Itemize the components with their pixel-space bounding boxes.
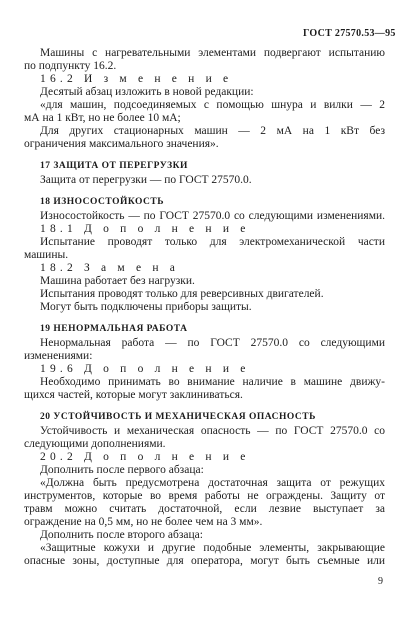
section-heading: 17 ЗАЩИТА ОТ ПЕРЕГРУЗКИ [40,161,188,171]
text-line: Защита от перегрузки — по ГОСТ 27570.0. [40,174,252,186]
text-line: «Защитные кожухи и другие подобные элементы, закрывающие [40,542,385,554]
section-heading: 18 ИЗНОСОСТОЙКОСТЬ [40,197,165,207]
text-line: Износостойкость — по ГОСТ 27570.0 со следующими изменениями. [40,210,385,222]
text-line: ограждение на 0,5 мм, но не более чем на 3 мм». [24,516,263,528]
text-line: мА на 1 кВт, но не более 10 мА; [24,112,181,124]
text-line: по подпункту 16.2. [24,60,117,72]
text-line: Дополнить после второго абзаца: [40,529,203,541]
subsection-heading: 20.2 Д о п о л н е н и е [40,451,250,463]
text-line: инструментов, которые во время работы не ограждены. Защиту от [24,490,385,502]
text-line: травм можно считать достаточной, если лезвие выступает за [24,503,385,515]
text-line: «Должна быть предусмотрена достаточная защита от режущих [40,477,385,489]
text-line: следующими дополнениями. [24,438,166,450]
subsection-heading: 18.1 Д о п о л н е н и е [40,223,250,235]
text-line: Необходимо принимать во внимание наличие в машине движу- [40,376,385,388]
document-header: ГОСТ 27570.53—95 [303,28,396,39]
text-line: Десятый абзац изложить в новой редакции: [40,86,254,98]
text-line: Испытания проводят только для реверсивных двигателей. [40,288,324,300]
section-heading: 19 НЕНОРМАЛЬНАЯ РАБОТА [40,324,188,334]
text-line: изменениями: [24,350,93,362]
text-line: Дополнить после первого абзаца: [40,464,204,476]
text-line: щихся частей, которые могут заклиниваться. [24,389,243,401]
text-line: Для других стационарных машин — 2 мА на 1 кВт без [40,125,385,137]
text-line: опасные зоны, доступные для оператора, могут быть съемные или [24,555,385,567]
text-line: Устойчивость и механическая опасность — по ГОСТ 27570.0 со [40,425,385,437]
text-line: Машина работает без нагрузки. [40,275,195,287]
text-line: ограничения максимального значения». [24,138,219,150]
page-number: 9 [378,576,383,587]
text-line: «для машин, подсоединяемых с помощью шнура и вилки — 2 [40,99,385,111]
subsection-heading: 18.2 З а м е н а [40,262,180,274]
subsection-heading: 19.6 Д о п о л н е н и е [40,363,250,375]
text-line: Испытание проводят только для электромеханической части [40,236,385,248]
text-line: Ненормальная работа — по ГОСТ 27570.0 со следующими [40,337,385,349]
section-heading: 20 УСТОЙЧИВОСТЬ И МЕХАНИЧЕСКАЯ ОПАСНОСТЬ [40,412,316,422]
text-line: Могут быть подключены приборы защиты. [40,301,252,313]
text-line: машины. [24,249,69,261]
text-line: Машины с нагревательными элементами подвергают испытанию [40,47,385,59]
subsection-heading: 16.2 И з м е н е н и е [40,73,233,85]
